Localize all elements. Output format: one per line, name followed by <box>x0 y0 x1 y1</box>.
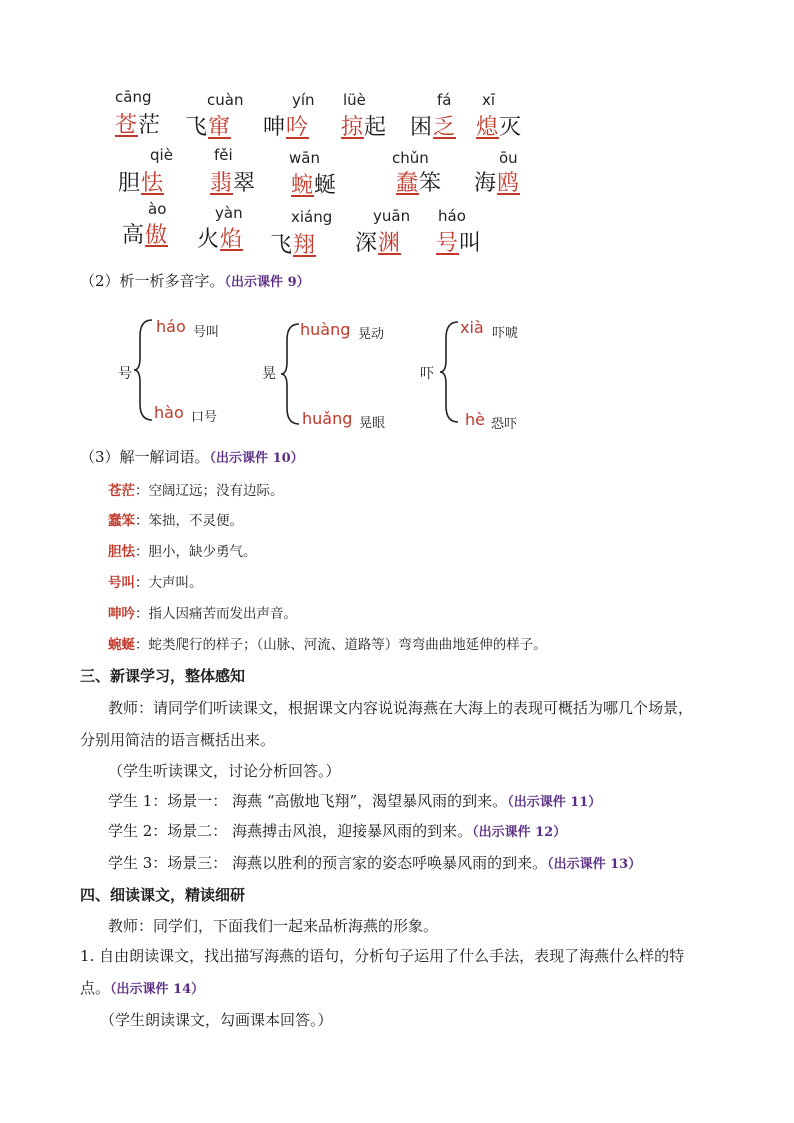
courseware-note: （出示课件 10） <box>209 451 304 466</box>
courseware-note: （出示课件 12） <box>472 825 567 840</box>
definition-item: 胆怯：胆小，缺少勇气。 <box>108 544 257 560</box>
student-answer: 学生 2：场景二： 海燕搏击风浪，迎接暴风雨的到来。（出示课件 12） <box>108 822 567 840</box>
pinyin: yín <box>292 91 315 109</box>
vocab-word: 熄灭 <box>476 115 523 140</box>
vocab-word: 号叫 <box>436 231 483 256</box>
polyphone-word: 晃眼 <box>359 416 386 431</box>
vocab-word: 苍茫 <box>115 113 162 138</box>
pinyin: fá <box>437 91 452 109</box>
polyphone-char: 吓 <box>420 366 434 382</box>
pinyin: yàn <box>215 204 243 222</box>
part-heading: 四、细读课文，精读细研 <box>80 886 246 904</box>
polyphone-pinyin: huǎng <box>302 409 353 428</box>
vocab-word: 火焰 <box>197 227 244 252</box>
polyphone-char: 晃 <box>262 366 276 382</box>
definition-item: 呻吟：指人因痛苦而发出声音。 <box>108 606 297 622</box>
teacher-line: 教师：请同学们听读课文，根据课文内容说说海燕在大海上的表现可概括为哪几个场景， <box>108 699 694 717</box>
student-note: （学生听读课文，讨论分析回答。） <box>108 762 341 780</box>
pinyin: háo <box>438 207 466 225</box>
polyphone-pinyin: huàng <box>300 320 351 339</box>
pinyin: wān <box>289 149 320 167</box>
vocab-word: 翡翠 <box>210 171 257 196</box>
vocab-word: 蠢笨 <box>396 171 443 196</box>
vocab-word: 飞翔 <box>270 233 317 258</box>
vocab-word: 呻吟 <box>263 115 310 140</box>
polyphone-pinyin: hào <box>154 403 184 422</box>
definition-item: 蠢笨：笨拙，不灵便。 <box>108 513 243 529</box>
pinyin: lüè <box>343 91 366 109</box>
courseware-note: （出示课件 14） <box>110 982 205 997</box>
polyphone-word: 吓唬 <box>492 326 519 341</box>
courseware-note: （出示课件 13） <box>547 857 642 872</box>
student-note: （学生朗读课文，勾画课本回答。） <box>100 1011 333 1029</box>
brace-icon <box>438 320 462 424</box>
pinyin: xī <box>482 91 496 109</box>
polyphone-word: 口号 <box>191 410 218 425</box>
vocab-word: 困乏 <box>410 115 457 140</box>
student-answer: 学生 3：场景三： 海燕以胜利的预言家的姿态呼唤暴风雨的到来。（出示课件 13） <box>108 854 642 872</box>
vocab-word: 海鸥 <box>474 171 521 196</box>
teacher-line: 分别用简洁的语言概括出来。 <box>80 731 276 749</box>
pinyin: fěi <box>214 146 233 164</box>
pinyin: cāng <box>115 88 152 106</box>
pinyin: qiè <box>150 146 173 164</box>
polyphone-word: 恐吓 <box>491 417 518 432</box>
question-line: 点。（出示课件 14） <box>80 979 205 997</box>
student-answer: 学生 1：场景一： 海燕 “高傲地飞翔”，渴望暴风雨的到来。（出示课件 11） <box>108 792 602 810</box>
polyphone-pinyin: háo <box>156 317 186 336</box>
polyphone-word: 号叫 <box>193 325 220 340</box>
vocab-word: 蜿蜒 <box>291 173 338 198</box>
brace-icon <box>132 318 156 422</box>
section-heading: （2）析一析多音字。（出示课件 9） <box>80 272 310 290</box>
courseware-note: （出示课件 11） <box>507 795 602 810</box>
polyphone-pinyin: hè <box>465 410 485 429</box>
vocab-word: 深渊 <box>355 231 402 256</box>
pinyin: ōu <box>499 149 518 167</box>
teacher-line: 教师：同学们，下面我们一起来品析海燕的形象。 <box>108 917 439 935</box>
pinyin: chǔn <box>392 149 429 167</box>
pinyin: yuān <box>373 207 411 225</box>
vocab-word: 高傲 <box>122 223 169 248</box>
courseware-note: （出示课件 9） <box>224 275 310 290</box>
pinyin: ào <box>148 200 167 218</box>
polyphone-word: 晃动 <box>358 327 385 342</box>
part-heading: 三、新课学习，整体感知 <box>80 667 246 685</box>
section-heading: （3）解一解词语。（出示课件 10） <box>80 448 304 466</box>
definition-item: 蜿蜒：蛇类爬行的样子；（山脉、河流、道路等）弯弯曲曲地延伸的样子。 <box>108 637 547 653</box>
definition-item: 号叫：大声叫。 <box>108 575 203 591</box>
definition-item: 苍茫：空阔辽远；没有边际。 <box>108 483 284 499</box>
vocab-word: 胆怯 <box>118 171 165 196</box>
polyphone-char: 号 <box>118 366 132 382</box>
pinyin: xiáng <box>291 208 333 226</box>
question-line: 1. 自由朗读课文，找出描写海燕的语句，分析句子运用了什么手法，表现了海燕什么样的特 <box>80 947 685 965</box>
pinyin: cuàn <box>207 91 244 109</box>
vocab-word: 掠起 <box>341 115 388 140</box>
vocab-word: 飞窜 <box>185 115 232 140</box>
polyphone-pinyin: xià <box>460 318 484 337</box>
